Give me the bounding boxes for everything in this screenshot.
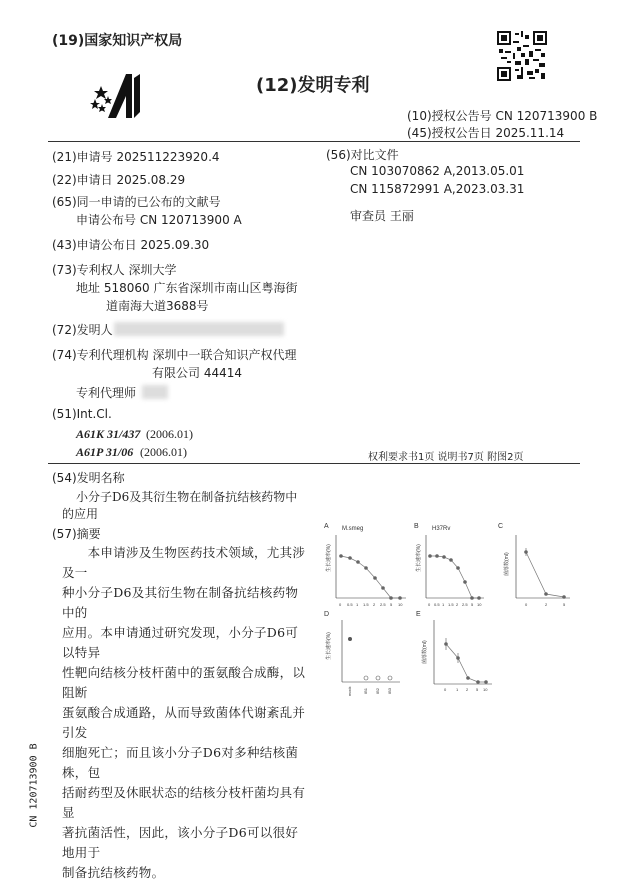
tick-label: 5 (563, 602, 566, 607)
tick-label: 5 (471, 602, 474, 607)
abstract-line: 蛋氨酸合成通路，从而导致菌体代谢紊乱并引发 (62, 705, 306, 740)
panel-b-ylabel: 生长速率(%) (416, 544, 422, 572)
tick-label: 2 (456, 602, 459, 607)
data-point (348, 637, 352, 641)
data-point (376, 676, 380, 680)
grant-publication-number: (10)授权公告号 CN 120713900 B (407, 109, 598, 123)
panel-c-ylabel: 菌落数(ml) (504, 552, 510, 576)
tick-label: 0 (428, 602, 431, 607)
invention-title-line-2: 的应用 (62, 507, 99, 521)
abstract-body (62, 543, 306, 883)
tick-label: 2 (466, 687, 469, 692)
data-point (449, 558, 453, 562)
redacted-agent-name (142, 385, 168, 399)
data-point (364, 566, 368, 570)
data-point (444, 642, 448, 646)
examiner: 审查员 王丽 (350, 209, 414, 223)
address-line-2: 道南海大道3688号 (106, 299, 209, 313)
tick-label: 10 (483, 687, 488, 692)
data-point (389, 596, 393, 600)
abstract-line: 应用。本申请通过研究发现，小分子D6可以特异 (62, 625, 299, 660)
ipc-year-2: (2006.01) (140, 445, 187, 459)
data-point (442, 555, 446, 559)
data-point (466, 676, 470, 680)
ipc-year-1: (2006.01) (146, 427, 193, 441)
abstract-line: 细胞死亡；而且该小分子D6对多种结核菌株，包 (62, 745, 299, 780)
tick-label: 1 (456, 687, 459, 692)
grant-publication-date: (45)授权公告日 2025.11.14 (407, 126, 565, 140)
data-point (524, 550, 528, 554)
tick-label: 0 (525, 602, 528, 607)
data-point (544, 592, 548, 596)
patent-agent-label: 专利代理师 (76, 386, 137, 400)
ipc-code-2: A61P 31/06 (76, 445, 134, 459)
tick-label: 1.5 (363, 602, 369, 607)
application-date: (22)申请日 2025.08.29 (52, 173, 186, 187)
agency-line-2: 有限公司 44414 (152, 366, 242, 380)
data-point (356, 560, 360, 564)
tick-label: 0.5 (434, 602, 440, 607)
tick-label: IB2 (375, 687, 380, 694)
abstract-figure (320, 520, 580, 700)
tick-label: 5 (390, 602, 393, 607)
tick-label: 1 (356, 602, 359, 607)
side-document-code-container (28, 740, 48, 840)
cnipa-logo-icon (88, 72, 144, 120)
panel-label-d: D (324, 611, 330, 618)
panel-label-e: E (416, 611, 421, 618)
data-point (456, 656, 460, 660)
panel-label-c: C (498, 523, 504, 530)
panel-e-ylabel: 菌落数(ml) (422, 640, 428, 664)
tick-label: IB3 (387, 687, 392, 694)
cited-reference-2: CN 115872991 A,2023.03.31 (350, 182, 525, 196)
prior-publication-number: 申请公布号 CN 120713900 A (76, 213, 242, 227)
data-point (435, 554, 439, 558)
abstract-line: 种小分子D6及其衍生物在制备抗结核药物中的 (62, 585, 299, 620)
redacted-inventor-names (114, 322, 284, 336)
data-point (476, 680, 480, 684)
application-publication-date: (43)申请公布日 2025.09.30 (52, 238, 210, 252)
page-counts: 权利要求书1页 说明书7页 附图2页 (368, 452, 524, 463)
data-point (562, 595, 566, 599)
cited-references-heading: (56)对比文件 (326, 148, 399, 162)
abstract-line: 括耐药型及休眠状态的结核分枝杆菌均具有显 (62, 785, 306, 820)
tick-label: IB1 (363, 687, 368, 694)
data-point (381, 586, 385, 590)
address-line-1: 地址 518060 广东省深圳市南山区粤海街 (76, 281, 298, 295)
panel-d-ylabel: 生长速率(%) (326, 632, 332, 660)
cited-reference-1: CN 103070862 A,2013.05.01 (350, 164, 525, 178)
int-cl-heading: (51)Int.Cl. (52, 407, 112, 421)
tick-label: 10 (477, 602, 482, 607)
panel-b-title: H37Rv (432, 526, 451, 532)
office-name: (19)国家知识产权局 (52, 33, 183, 49)
data-point (373, 576, 377, 580)
tick-label: 2.5 (462, 602, 468, 607)
invention-title-line-1: 小分子D6及其衍生物在制备抗结核药物中 (76, 490, 298, 504)
tick-label: 5 (476, 687, 479, 692)
data-point (428, 554, 432, 558)
agency-line-1: (74)专利代理机构 深圳中一联合知识产权代理 (52, 348, 297, 362)
tick-label: 2.5 (380, 602, 386, 607)
abstract-line: 制备抗结核药物。 (62, 865, 165, 880)
data-point (484, 680, 488, 684)
abstract-line: 性靶向结核分枝杆菌中的蛋氨酸合成酶，以阻断 (62, 665, 306, 700)
panel-a-ylabel: 生长速率(%) (326, 544, 332, 572)
abstract-line: 著抗菌活性，因此，该小分子D6可以很好地用于 (62, 825, 299, 860)
application-number: (21)申请号 202511223920.4 (52, 150, 220, 164)
inventor-label: (72)发明人 (52, 323, 113, 337)
header-divider (48, 141, 580, 142)
data-point (398, 596, 402, 600)
tick-label: 1.5 (448, 602, 454, 607)
data-point (388, 676, 392, 680)
data-point (463, 580, 467, 584)
panel-label-b: B (414, 523, 419, 530)
patentee: (73)专利权人 深圳大学 (52, 263, 177, 277)
tick-label: 1 (442, 602, 445, 607)
tick-label: 0 (339, 602, 342, 607)
data-point (348, 556, 352, 560)
panel-label-a: A (324, 523, 329, 530)
abstract-heading: (57)摘要 (52, 527, 101, 541)
invention-title-heading: (54)发明名称 (52, 471, 125, 485)
data-point (470, 596, 474, 600)
ipc-code-1: A61K 31/437 (76, 427, 141, 441)
tick-label: 0 (444, 687, 447, 692)
data-point (456, 566, 460, 570)
qr-code-icon (497, 31, 547, 81)
tick-label: 2 (373, 602, 376, 607)
body-divider (48, 463, 580, 464)
tick-label: 2 (545, 602, 548, 607)
document-type-title: (12)发明专利 (256, 75, 370, 96)
data-point (477, 596, 481, 600)
tick-label: 10 (398, 602, 403, 607)
tick-label: 0.5 (347, 602, 353, 607)
abstract-line: 本申请涉及生物医药技术领域，尤其涉及一 (62, 545, 306, 580)
prior-publication-heading: (65)同一申请的已公布的文献号 (52, 195, 221, 209)
data-point (339, 554, 343, 558)
panel-a-title: M.smeg (342, 526, 364, 532)
tick-label: mock (347, 686, 352, 696)
side-document-code: CN 120713900 B (28, 743, 40, 828)
data-point (364, 676, 368, 680)
